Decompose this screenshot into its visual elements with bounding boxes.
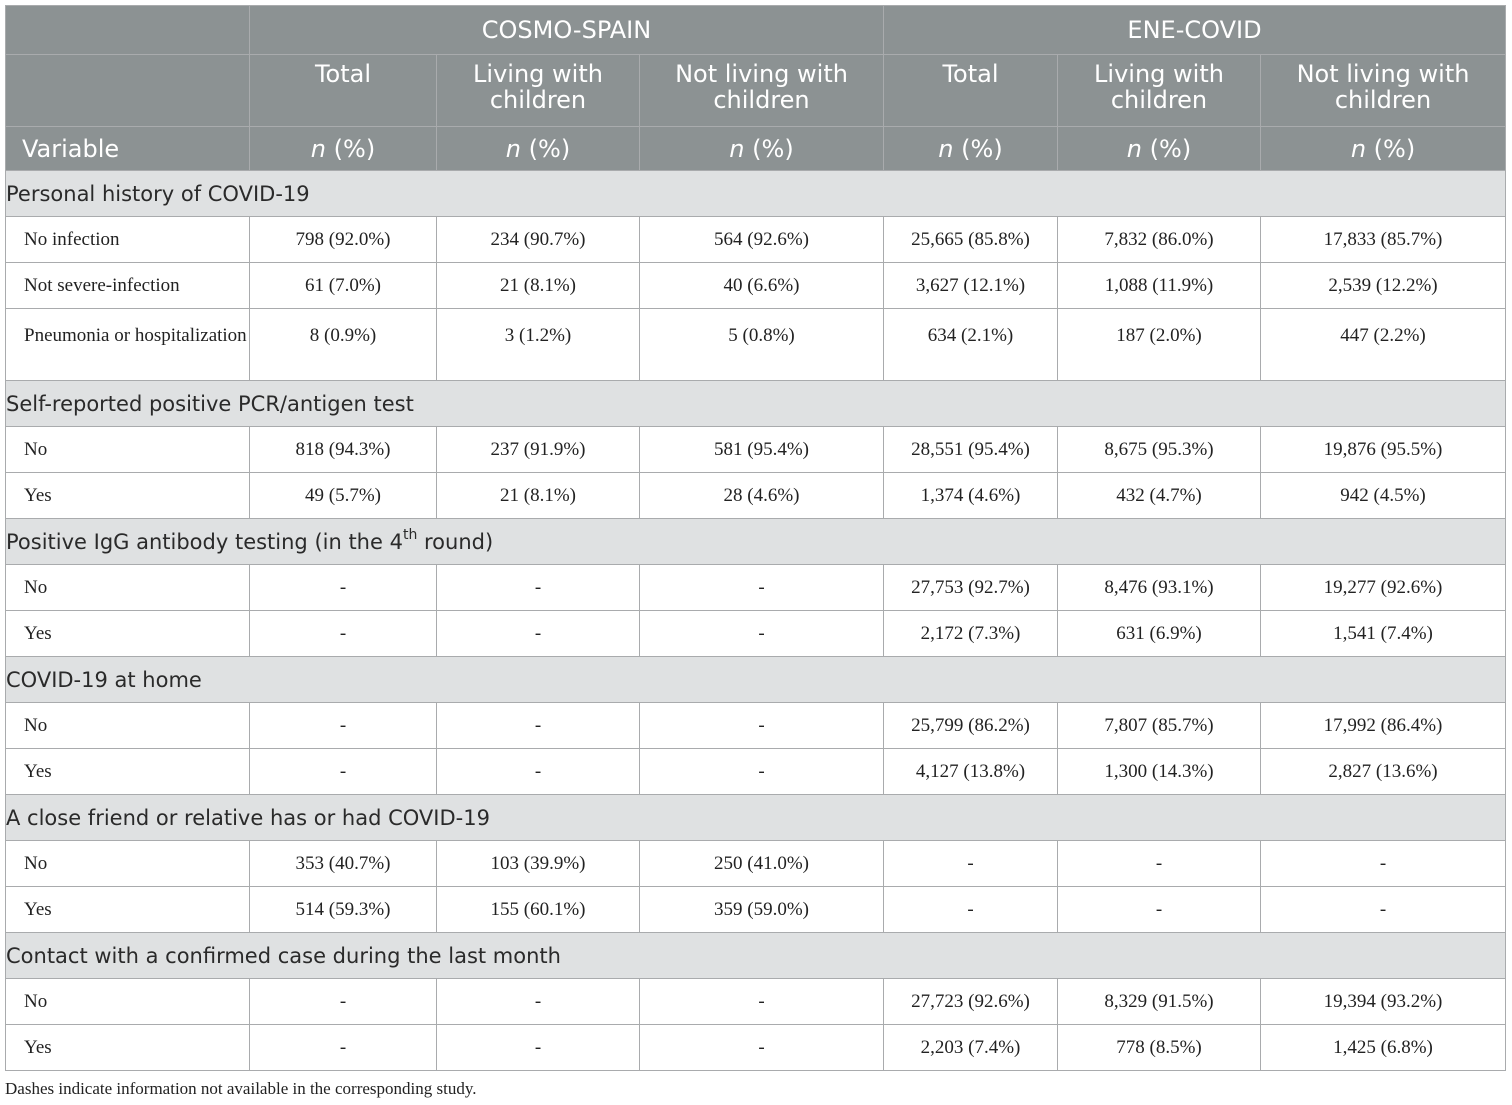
row-label: Yes [6, 887, 250, 933]
table-cell: 634 (2.1%) [884, 309, 1058, 381]
table-cell: 19,277 (92.6%) [1261, 565, 1506, 611]
column-header: Total [884, 55, 1058, 127]
table-cell: - [250, 611, 437, 657]
table-cell: - [1261, 887, 1506, 933]
table-cell: 28,551 (95.4%) [884, 427, 1058, 473]
table-cell: 17,833 (85.7%) [1261, 217, 1506, 263]
table-cell: 432 (4.7%) [1058, 473, 1261, 519]
table-cell: - [640, 611, 884, 657]
row-label: Yes [6, 749, 250, 795]
table-cell: 4,127 (13.8%) [884, 749, 1058, 795]
header-blank [6, 6, 250, 55]
table-cell: 8,329 (91.5%) [1058, 979, 1261, 1025]
table-cell: - [1058, 887, 1261, 933]
table-cell: 581 (95.4%) [640, 427, 884, 473]
table-cell: - [640, 979, 884, 1025]
table-cell: - [250, 703, 437, 749]
table-cell: - [437, 565, 640, 611]
row-label: No infection [6, 217, 250, 263]
stat-header [250, 127, 437, 171]
section-title-text: A close friend or relative has or had COVID-19 [6, 805, 490, 830]
section-title-text: Contact with a confirmed case during the last month [6, 943, 561, 968]
stat-n-label: n [729, 134, 745, 163]
table-cell: - [640, 1025, 884, 1071]
table-cell: - [250, 979, 437, 1025]
table-cell: 514 (59.3%) [250, 887, 437, 933]
column-header: Total [250, 55, 437, 127]
table-cell: 21 (8.1%) [437, 473, 640, 519]
table-cell: 798 (92.0%) [250, 217, 437, 263]
table-row [6, 841, 1506, 887]
stat-pct-label: (%) [1373, 134, 1416, 163]
column-header: Not living with children [640, 55, 884, 127]
table-cell: - [640, 565, 884, 611]
table-cell: 40 (6.6%) [640, 263, 884, 309]
row-label: No [6, 841, 250, 887]
table-row [6, 263, 1506, 309]
row-label: No [6, 979, 250, 1025]
table-cell: 3,627 (12.1%) [884, 263, 1058, 309]
section-title [6, 795, 1506, 841]
section-title [6, 381, 1506, 427]
section-title-text: Personal history of COVID-19 [6, 181, 310, 206]
section-row [6, 933, 1506, 979]
table-cell: - [437, 611, 640, 657]
stat-header [437, 127, 640, 171]
section-title-text: Self-reported positive PCR/antigen test [6, 391, 414, 416]
stat-header [1058, 127, 1261, 171]
table-cell: - [250, 1025, 437, 1071]
table-cell: 353 (40.7%) [250, 841, 437, 887]
section-title [6, 933, 1506, 979]
table-cell: 25,799 (86.2%) [884, 703, 1058, 749]
table-cell: 234 (90.7%) [437, 217, 640, 263]
table-cell: - [884, 841, 1058, 887]
header-blank [6, 55, 250, 127]
table-cell: 27,723 (92.6%) [884, 979, 1058, 1025]
table-row [6, 1025, 1506, 1071]
section-row [6, 519, 1506, 565]
results-table [5, 5, 1506, 1071]
column-header: Living with children [437, 55, 640, 127]
section-row [6, 381, 1506, 427]
stat-pct-label: (%) [752, 134, 794, 163]
stat-n-label: n [310, 134, 327, 163]
stat-pct-label: (%) [528, 134, 571, 163]
row-label: No [6, 427, 250, 473]
stat-pct-label: (%) [1149, 134, 1192, 163]
table-cell: 25,665 (85.8%) [884, 217, 1058, 263]
variable-header: Variable [6, 127, 250, 171]
table-row [6, 427, 1506, 473]
table-cell: 17,992 (86.4%) [1261, 703, 1506, 749]
table-cell: 564 (92.6%) [640, 217, 884, 263]
stat-n-label: n [938, 134, 954, 163]
table-cell: 1,425 (6.8%) [1261, 1025, 1506, 1071]
table-cell: 61 (7.0%) [250, 263, 437, 309]
table-cell: 818 (94.3%) [250, 427, 437, 473]
table-cell: 447 (2.2%) [1261, 309, 1506, 381]
table-cell: - [250, 749, 437, 795]
stat-header [1261, 127, 1506, 171]
section-title-superscript: th [402, 527, 418, 543]
table-cell: - [640, 749, 884, 795]
table-cell: 631 (6.9%) [1058, 611, 1261, 657]
table-cell: 155 (60.1%) [437, 887, 640, 933]
section-title-text: Positive IgG antibody testing (in the 4 [6, 530, 403, 554]
table-cell: 942 (4.5%) [1261, 473, 1506, 519]
stat-n-label: n [1350, 134, 1367, 163]
table-cell: - [437, 979, 640, 1025]
table-row [6, 473, 1506, 519]
table-cell: 49 (5.7%) [250, 473, 437, 519]
table-footnote: Dashes indicate information not available in the corresponding study. [5, 1079, 477, 1098]
table-cell: 21 (8.1%) [437, 263, 640, 309]
table-row [6, 703, 1506, 749]
section-title [6, 171, 1506, 217]
table-cell: 2,539 (12.2%) [1261, 263, 1506, 309]
study-header-cosmo-spain: COSMO-SPAIN [250, 6, 884, 55]
table-cell: 19,876 (95.5%) [1261, 427, 1506, 473]
table-cell: - [1261, 841, 1506, 887]
row-label: Not severe-infection [6, 263, 250, 309]
table-cell: 8,675 (95.3%) [1058, 427, 1261, 473]
table-row [6, 887, 1506, 933]
section-title [6, 657, 1506, 703]
table-cell: - [250, 565, 437, 611]
section-row [6, 171, 1506, 217]
table-row [6, 749, 1506, 795]
row-label: Pneumonia or hospitalization [6, 309, 250, 381]
row-label: Yes [6, 611, 250, 657]
table-cell: 250 (41.0%) [640, 841, 884, 887]
table-cell: - [437, 703, 640, 749]
table-cell: 2,172 (7.3%) [884, 611, 1058, 657]
table-cell: 8,476 (93.1%) [1058, 565, 1261, 611]
row-label: No [6, 565, 250, 611]
table-row [6, 309, 1506, 381]
table-cell: 28 (4.6%) [640, 473, 884, 519]
table-cell: 187 (2.0%) [1058, 309, 1261, 381]
table-cell: 2,203 (7.4%) [884, 1025, 1058, 1071]
table-cell: 19,394 (93.2%) [1261, 979, 1506, 1025]
table-cell: 8 (0.9%) [250, 309, 437, 381]
table-cell: 2,827 (13.6%) [1261, 749, 1506, 795]
section-title-text: COVID-19 at home [6, 667, 202, 692]
row-label: No [6, 703, 250, 749]
stat-n-label: n [1126, 134, 1143, 163]
table-row [6, 979, 1506, 1025]
column-header: Living with children [1058, 55, 1261, 127]
stat-n-label: n [505, 134, 522, 163]
section-title [6, 519, 1506, 565]
table-cell: 3 (1.2%) [437, 309, 640, 381]
row-label: Yes [6, 1025, 250, 1071]
section-title-tail: round) [417, 530, 494, 554]
table-cell: 27,753 (92.7%) [884, 565, 1058, 611]
section-row [6, 795, 1506, 841]
table-row [6, 565, 1506, 611]
table-cell: 1,541 (7.4%) [1261, 611, 1506, 657]
table-cell: - [640, 703, 884, 749]
table-cell: 778 (8.5%) [1058, 1025, 1261, 1071]
table-cell: - [1058, 841, 1261, 887]
table-row [6, 217, 1506, 263]
table-cell: 237 (91.9%) [437, 427, 640, 473]
row-label: Yes [6, 473, 250, 519]
stat-header [884, 127, 1058, 171]
stat-pct-label: (%) [333, 134, 376, 163]
table-row [6, 611, 1506, 657]
table-cell: 1,300 (14.3%) [1058, 749, 1261, 795]
table-cell: 7,832 (86.0%) [1058, 217, 1261, 263]
table-cell: 7,807 (85.7%) [1058, 703, 1261, 749]
table-cell: 1,088 (11.9%) [1058, 263, 1261, 309]
table-cell: 359 (59.0%) [640, 887, 884, 933]
column-header: Not living with children [1261, 55, 1506, 127]
table-cell: - [437, 749, 640, 795]
table-cell: 5 (0.8%) [640, 309, 884, 381]
table-cell: 103 (39.9%) [437, 841, 640, 887]
table-cell: - [437, 1025, 640, 1071]
table-cell: - [884, 887, 1058, 933]
study-header-ene-covid: ENE-COVID [884, 6, 1506, 55]
table-cell: 1,374 (4.6%) [884, 473, 1058, 519]
stat-header [640, 127, 884, 171]
section-row [6, 657, 1506, 703]
stat-pct-label: (%) [961, 134, 1003, 163]
